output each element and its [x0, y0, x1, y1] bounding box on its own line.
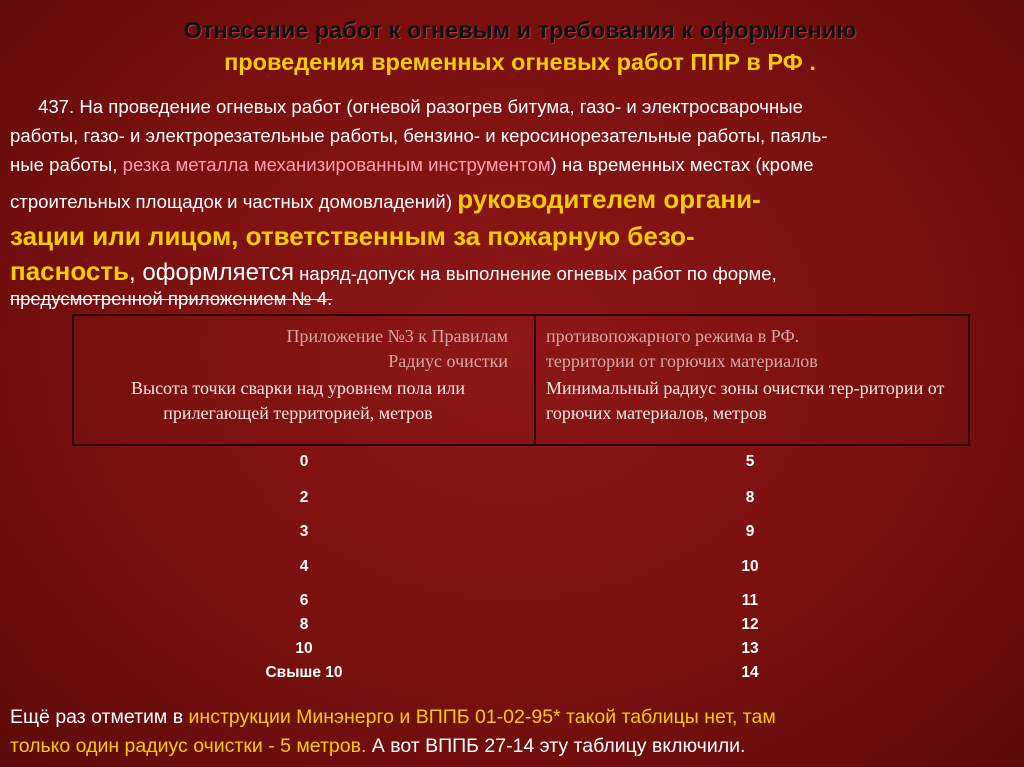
territory-caption: территории от горючих материалов — [546, 351, 818, 371]
column-header-height: Высота точки сварки над уровнем пола или прилегающей территорией, метров — [130, 378, 466, 423]
radius-cell: 8 — [745, 489, 755, 506]
radius-caption: Радиус очистки — [388, 351, 508, 371]
table-header-right — [546, 324, 966, 426]
table-column-divider — [534, 316, 536, 444]
height-cell: 6 — [299, 592, 309, 609]
para-line5 — [10, 222, 1000, 253]
footer-a: Ещё раз отметим в — [10, 706, 189, 728]
height-cell: 0 — [299, 453, 309, 470]
para-highlight-head: руководителем органи- — [457, 184, 761, 214]
height-cell: 8 — [299, 616, 309, 633]
height-cell: Свыше 10 — [265, 664, 343, 681]
footer-line2 — [10, 732, 1010, 761]
radius-cell: 9 — [745, 523, 755, 540]
radius-cell: 10 — [741, 558, 759, 575]
footer-d: А вот ВППБ 27-14 эту таблицу включили. — [366, 735, 746, 757]
radius-cell: 13 — [741, 640, 759, 657]
regulation-paragraph — [10, 92, 1000, 313]
footer-highlight-instruction: инструкции Минэнерго и ВППБ 01-02-95* такой таблицы нет, там — [188, 706, 776, 728]
height-cell: 4 — [299, 558, 309, 575]
footer-line1 — [10, 703, 1010, 732]
table-header-left — [74, 324, 522, 426]
para-line2: работы, газо- и электрорезательные работы, бензино- и керосинорезательные работы, паяль- — [10, 125, 828, 146]
para-issued: , оформляется — [129, 259, 294, 286]
regime-caption: противопожарного режима в РФ. — [546, 326, 800, 346]
para-line7: предусмотренной приложением № 4. — [10, 288, 333, 309]
footer-highlight-radius: только один радиус очистки - 5 метров. — [10, 735, 367, 757]
para-highlight-responsible: зации или лицом, ответственным за пожарную безо- — [10, 221, 695, 251]
column-header-radius: Минимальный радиус зоны очистки тер-ритории от горючих материалов, метров — [546, 378, 945, 423]
para-highlight-metal-cutting: резка металла механизированным инструментом — [122, 154, 551, 175]
height-cell: 10 — [295, 640, 313, 657]
radius-cell: 12 — [741, 616, 759, 633]
para-line1: 437. На проведение огневых работ (огневой разогрев битума, газо- и электросварочные — [38, 96, 803, 117]
clearance-table-header — [72, 314, 970, 446]
slide-title — [60, 14, 980, 78]
appendix-caption: Приложение №3 к Правилам — [286, 326, 508, 346]
height-cell: 3 — [299, 523, 309, 540]
para-line6-b: наряд-допуск на выполнение огневых работ по форме, — [293, 263, 777, 284]
footer-note — [10, 703, 1010, 761]
radius-cell: 11 — [741, 592, 759, 609]
para-line3 — [10, 150, 1000, 179]
para-highlight-safety: пасность — [10, 256, 130, 286]
radius-cell: 14 — [741, 664, 759, 681]
para-line4-b: ) — [445, 191, 458, 212]
height-cell: 2 — [299, 489, 309, 506]
slide-title-line1: Отнесение работ к огневым и требования к оформлению — [183, 17, 857, 43]
para-line4 — [10, 185, 1000, 216]
radius-cell: 5 — [745, 453, 755, 470]
para-line3-a: ные работы, — [10, 154, 123, 175]
para-line3-b: ) на временных местах (кроме — [550, 154, 814, 175]
slide-title-line2: проведения временных огневых работ ППР в РФ . — [224, 49, 816, 75]
para-line4-a: строительных площадок и частных домовладений — [10, 191, 446, 212]
